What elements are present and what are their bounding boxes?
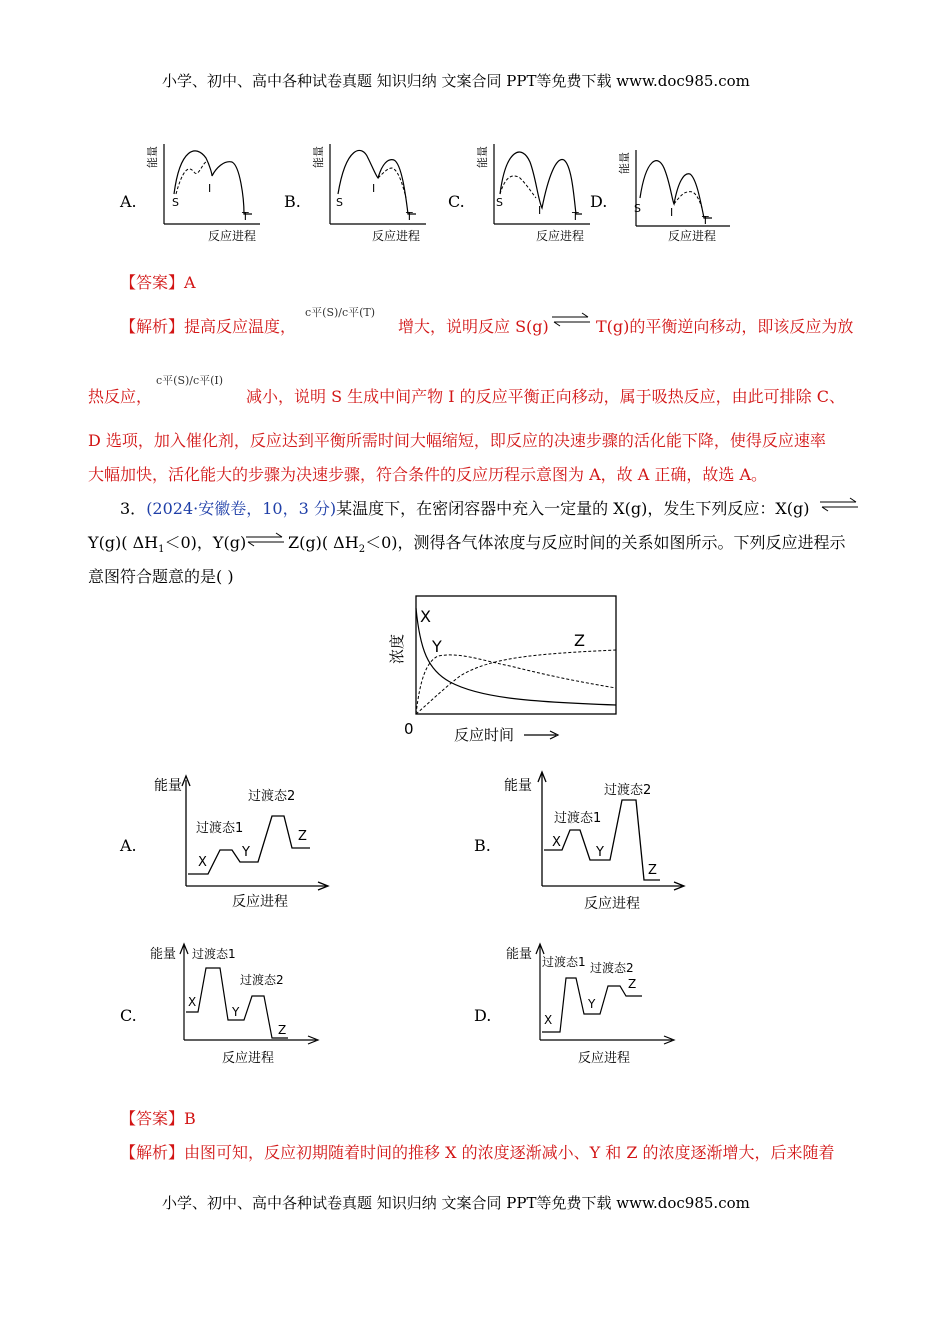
- q3-a-ylabel: 能量: [154, 778, 182, 794]
- q2-d-xlabel: 反应进程: [668, 229, 717, 243]
- q2-analysis-a2: 增大，说明反应 S(g): [398, 317, 549, 336]
- q3-stem-line3: 意图符合题意的是( ): [88, 567, 234, 586]
- q3-c-ylabel: 能量: [150, 947, 177, 962]
- q2-analysis-a7: 大幅加快，活化能大的步骤为决速步骤，符合条件的反应历程示意图为 A，故 A 正确，故选 A。: [88, 465, 768, 484]
- q3-stem-line2a: [88, 530, 246, 555]
- q3-s2f: ＜0)，测得各气体浓度与反应时间的关系如图所示。下列反应进程示: [365, 533, 846, 552]
- q2-analysis-a5: 减小，说明 S 生成中间产物 I 的反应平衡正向移动，属于吸热反应，由此可排除 C、: [246, 387, 845, 406]
- q3-analysis-tag: 【解析】: [120, 1143, 185, 1162]
- q3-b-ts2: 过渡态2: [604, 783, 652, 798]
- q2-graph-a: [140, 138, 270, 246]
- q3-b-ylabel: 能量: [504, 778, 532, 794]
- q2-b-t: T: [406, 210, 413, 223]
- q3-option-a-label: A.: [120, 836, 137, 855]
- q3-b-xlabel: 反应进程: [584, 896, 640, 912]
- q2-c-s: S: [496, 196, 503, 209]
- q3-s2b: 1: [158, 544, 165, 556]
- q3-c-ts1: 过渡态1: [192, 947, 236, 961]
- q3-concentration-graph: [380, 590, 630, 748]
- q2-fraction-2: c平(S)/c平(I): [156, 374, 224, 387]
- q3-a-xlabel: 反应进程: [232, 894, 288, 910]
- q2-c-t: T: [572, 210, 579, 223]
- q3-d-y: Y: [588, 997, 596, 1011]
- q3-s1: 某温度下，在密闭容器中充入一定量的 X(g)，发生下列反应：X(g): [336, 499, 810, 518]
- q3-a-x: X: [198, 855, 207, 870]
- q3-s2d: Z(g)( ΔH: [288, 533, 359, 552]
- q3-graph-b: [504, 768, 694, 918]
- q2-analysis-a4: 热反应，: [88, 387, 153, 406]
- q3-a-y: Y: [242, 845, 250, 860]
- q2-option-b-label: B.: [284, 192, 301, 211]
- q3-label-y: Y: [432, 637, 442, 656]
- q2-graph-d: [612, 138, 742, 246]
- q3-d-ts2: 过渡态2: [590, 961, 634, 975]
- q2-option-a-label: A.: [120, 192, 137, 211]
- q3-number: 3．: [120, 499, 147, 518]
- q3-label-x: X: [420, 607, 431, 626]
- page-header: 小学、初中、高中各种试卷真题 知识归纳 文案合同 PPT等免费下载 www.doc985.com: [162, 72, 750, 90]
- q3-s2c: ＜0)，Y(g): [164, 533, 247, 552]
- q2-analysis-a1: 提高反应温度，: [184, 317, 297, 336]
- q2-fraction-1: c平(S)/c平(T): [305, 306, 376, 319]
- q3-b-y: Y: [596, 845, 604, 860]
- q2-answer-tag: 【答案】: [120, 273, 185, 292]
- q3-graph-a: [148, 768, 338, 918]
- q2-a-xlabel: 反应进程: [208, 229, 257, 243]
- q2-analysis-a6: D 选项，加入催化剂，反应达到平衡所需时间大幅缩短，即反应的决速步骤的活化能下降，使得反应速率: [88, 431, 826, 450]
- q2-graph-b: [306, 138, 436, 246]
- q2-a-ylabel: 能量: [146, 146, 159, 168]
- q3-c-xlabel: 反应进程: [222, 1051, 275, 1066]
- q3-graph-d: [504, 938, 684, 1068]
- page-footer: 小学、初中、高中各种试卷真题 知识归纳 文案合同 PPT等免费下载 www.doc985.com: [162, 1194, 750, 1212]
- q2-analysis-line1: [120, 314, 296, 337]
- q2-d-t: T: [702, 214, 709, 227]
- q3-d-xlabel: 反应进程: [578, 1051, 631, 1066]
- q3-c-ts2: 过渡态2: [240, 973, 284, 987]
- q2-b-xlabel: 反应进程: [372, 229, 421, 243]
- q3-a-ts2: 过渡态2: [248, 789, 296, 804]
- q2-answer-value: A: [184, 273, 196, 292]
- q2-d-i: I: [670, 206, 674, 219]
- q3-option-b-label: B.: [474, 836, 491, 855]
- q3-d-z: Z: [628, 977, 637, 991]
- q2-d-ylabel: 能量: [618, 152, 631, 174]
- q3-c-z: Z: [278, 1023, 287, 1037]
- q3-s2e: 2: [358, 544, 366, 556]
- q3-a-z: Z: [298, 829, 307, 844]
- q3-d-ylabel: 能量: [506, 947, 533, 962]
- q2-answer: [120, 270, 196, 293]
- q3-origin: 0: [404, 720, 414, 738]
- q3-answer-tag: 【答案】: [120, 1109, 185, 1128]
- q2-equilibrium-arrow: [550, 312, 592, 328]
- q3-a-ts1: 过渡态1: [196, 821, 244, 836]
- q3-arrow-2: [244, 532, 286, 548]
- q2-a-s: S: [172, 196, 179, 209]
- q3-c-y: Y: [232, 1005, 240, 1019]
- q3-d-x: X: [544, 1013, 553, 1027]
- q2-d-s: S: [634, 202, 641, 215]
- q3-answer: [120, 1106, 196, 1129]
- q2-b-ylabel: 能量: [312, 146, 325, 168]
- q2-b-s: S: [336, 196, 343, 209]
- q3-option-c-label: C.: [120, 1006, 137, 1025]
- q2-option-d-label: D.: [590, 192, 608, 211]
- q3-curve-y: [416, 655, 616, 714]
- q3-answer-value: B: [184, 1109, 196, 1128]
- q3-b-x: X: [552, 835, 561, 850]
- q3-label-z: Z: [574, 631, 585, 650]
- q3-s2a: Y(g)( ΔH: [88, 533, 159, 552]
- q3-b-z: Z: [648, 863, 657, 878]
- q2-c-i: I: [538, 204, 542, 217]
- q2-b-i: I: [372, 182, 376, 195]
- q2-analysis-tag: 【解析】: [120, 317, 185, 336]
- q2-a-t: T: [242, 210, 249, 223]
- q3-curve-x: [416, 608, 616, 705]
- q3-arrow-1: [818, 497, 860, 513]
- q2-a-i: I: [208, 182, 212, 195]
- q3-c-x: X: [188, 995, 197, 1009]
- q2-c-xlabel: 反应进程: [536, 229, 585, 243]
- q3-stem-line1: [120, 496, 809, 519]
- q3-d-ts1: 过渡态1: [542, 955, 586, 969]
- q3-stem-line2b: [288, 530, 846, 555]
- q2-analysis-a3: T(g)的平衡逆向移动，即该反应为放: [596, 317, 854, 336]
- q3-option-d-label: D.: [474, 1006, 492, 1025]
- q3-b-ts1: 过渡态1: [554, 811, 602, 826]
- q3-conc-ylabel: 浓度: [388, 633, 406, 664]
- q3-graph-c: [148, 938, 328, 1068]
- q2-c-ylabel: 能量: [476, 146, 489, 168]
- q3-analysis: [120, 1140, 835, 1163]
- q3-analysis-text: 由图可知，反应初期随着时间的推移 X 的浓度逐渐减小、Y 和 Z 的浓度逐渐增大，后来随着: [184, 1143, 835, 1162]
- q3-source: (2024·安徽卷，10，3 分): [146, 499, 337, 518]
- q2-graph-c: [470, 138, 600, 246]
- q2-option-c-label: C.: [448, 192, 465, 211]
- q3-conc-xlabel: 反应时间: [454, 726, 515, 744]
